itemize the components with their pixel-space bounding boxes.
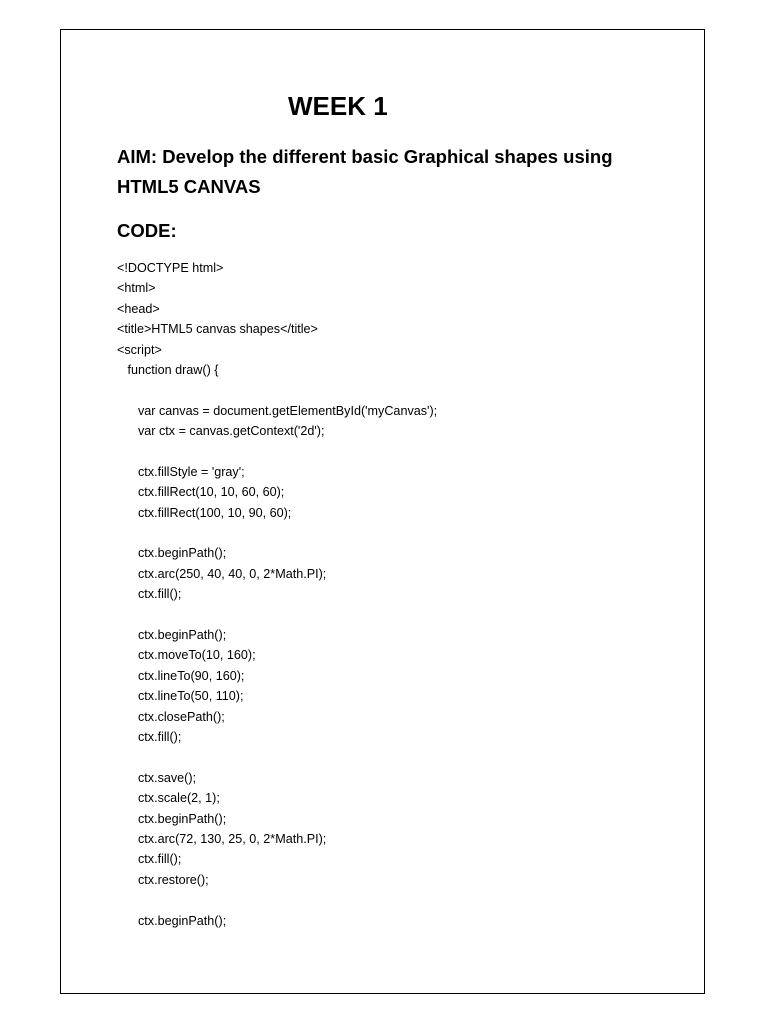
code-line: ctx.lineTo(90, 160); <box>117 668 245 683</box>
code-line <box>117 523 677 543</box>
code-line: ctx.fill(); <box>117 852 182 867</box>
code-line <box>117 605 677 625</box>
code-line: ctx.fill(); <box>117 587 182 602</box>
code-line <box>117 442 677 462</box>
code-block <box>117 258 677 931</box>
code-line: ctx.beginPath(); <box>117 628 227 643</box>
code-line: function draw() { <box>117 362 219 377</box>
code-line: var canvas = document.getElementById('myCanvas'); <box>117 403 438 418</box>
code-line: ctx.lineTo(50, 110); <box>117 689 244 704</box>
code-line: ctx.moveTo(10, 160); <box>117 648 256 663</box>
code-line: <head> <box>117 301 160 316</box>
code-line <box>117 890 677 910</box>
code-line: <!DOCTYPE html> <box>117 261 224 275</box>
code-line: ctx.fill(); <box>117 729 182 744</box>
code-line: ctx.beginPath(); <box>117 811 227 826</box>
code-line <box>117 747 677 767</box>
code-line: ctx.fillRect(100, 10, 90, 60); <box>117 505 292 520</box>
code-line: ctx.save(); <box>117 770 197 785</box>
code-line: ctx.beginPath(); <box>117 546 227 561</box>
code-line: <title>HTML5 canvas shapes</title> <box>117 322 318 337</box>
code-line: ctx.restore(); <box>117 872 209 887</box>
code-line: <script> <box>117 342 162 357</box>
code-line: ctx.beginPath(); <box>117 913 227 928</box>
code-line <box>117 380 677 400</box>
code-line: var ctx = canvas.getContext('2d'); <box>117 424 325 439</box>
code-line: ctx.arc(72, 130, 25, 0, 2*Math.PI); <box>117 831 327 846</box>
code-line: ctx.fillStyle = 'gray'; <box>117 464 245 479</box>
code-line: ctx.arc(250, 40, 40, 0, 2*Math.PI); <box>117 566 327 581</box>
aim-statement: AIM: Develop the different basic Graphical shapes using HTML5 CANVAS <box>117 146 613 197</box>
code-line: ctx.fillRect(10, 10, 60, 60); <box>117 485 285 500</box>
code-line: <html> <box>117 281 156 296</box>
code-line: ctx.scale(2, 1); <box>117 791 220 806</box>
page-title: WEEK 1 <box>288 91 388 121</box>
code-heading: CODE: <box>117 220 177 241</box>
code-line: ctx.closePath(); <box>117 709 225 724</box>
